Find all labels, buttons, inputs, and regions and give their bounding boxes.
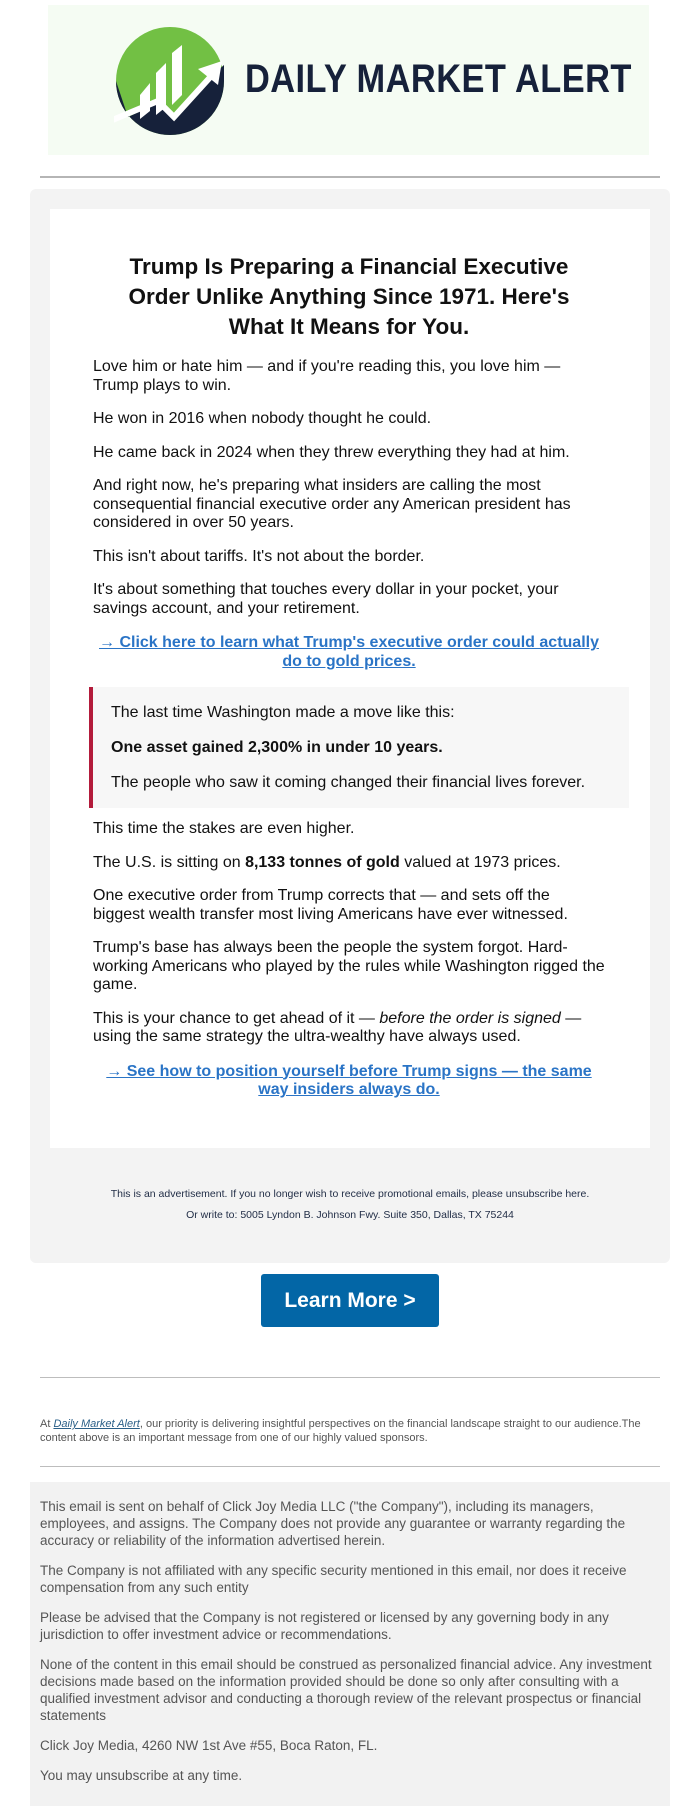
paragraph: This isn't about tariffs. It's not about the border. [93,547,425,565]
learn-more-button[interactable]: Learn More > [261,1274,439,1327]
paragraph: He won in 2016 when nobody thought he could. [93,410,432,427]
paragraph: Love him or hate him — and if you're reading this, you love him — Trump plays to win. [93,358,561,394]
daily-market-alert-link[interactable]: Daily Market Alert [53,1418,140,1430]
disclaimer-paragraph: The Company is not affiliated with any specific security mentioned in this email, nor does it receive compensation from any such entity [40,1563,627,1595]
quote-emphasis: One asset gained 2,300% in under 10 years. [111,739,443,756]
disclaimer-paragraph: Please be advised that the Company is not registered or licensed by any governing body in any jurisdiction to offer investment advice or recommendations. [40,1610,609,1642]
message-container [30,189,670,1263]
divider [40,1377,660,1378]
gold-prices-link[interactable]: → Click here to learn what Trump's executive order could actually do to gold prices. [99,634,599,670]
brand-name: DAILY MARKET ALERT [245,57,632,101]
disclaimer-paragraph: This email is sent on behalf of Click Joy Media LLC ("the Company"), including its managers, employees, and assigns. The Company does not provide any guarantee or warranty regarding the accuracy or reliability of the information advertised herein. [40,1499,626,1548]
paragraph [93,1010,605,1047]
paragraph: One executive order from Trump corrects that — and sets off the biggest wealth transfer most living Americans have ever witnessed. [93,887,568,923]
unsubscribe-notice[interactable]: This is an advertisement. If you no longer wish to receive promotional emails, please unsubscribe here. [110,1188,590,1200]
sponsor-note [40,1418,660,1445]
text: The U.S. is sitting on [93,853,246,871]
unsubscribe-note: You may unsubscribe at any time. [40,1768,243,1783]
position-yourself-link[interactable]: → See how to position yourself before Trump signs — the same way insiders always do. [106,1062,592,1098]
highlight-quote [89,687,629,808]
text: valued at 1973 prices. [399,853,561,871]
divider [40,176,660,178]
divider [40,1466,660,1467]
paragraph: It's about something that touches every dollar in your pocket, your savings account, and your retirement. [93,581,559,617]
text: , our priority is delivering insightful perspectives on the financial landscape straight to our audience.The content above is an important message from one of our highly valued sponsors. [40,1418,641,1444]
mailing-address: Or write to: 5005 Lyndon B. Johnson Fwy. Suite 350, Dallas, TX 75244 [186,1209,514,1221]
article-headline: Trump Is Preparing a Financial Executive Order Unlike Anything Since 1971. Here's What It Means for You. [128,254,570,339]
text: This is your chance to get ahead of it — [93,1009,380,1027]
quote-line: The people who saw it coming changed their financial lives forever. [111,774,586,791]
logo-banner [48,5,649,155]
text: — using the same strategy the ultra-wealthy have always used. [93,1009,582,1045]
paragraph: He came back in 2024 when they threw everything they had at him. [93,443,570,461]
paragraph: Trump's base has always been the people the system forgot. Hard-working Americans who played by the rules while Washington rigged the game. [93,939,605,993]
text: At [40,1418,54,1430]
ad-footer [30,1187,670,1223]
disclaimer-paragraph: None of the content in this email should be construed as personalized financial advice. Any investment decisions made based on the information provided should be done so only after consulting with a qualified investment advisor and conducting a thorough review of the relevant prospectus or financial statements [40,1657,652,1723]
article-card [50,209,650,1148]
logo-chart-icon [114,25,226,137]
gold-amount: 8,133 tonnes of gold [245,853,400,871]
legal-disclaimer [30,1482,670,1806]
emphasis: before the order is signed [379,1009,561,1027]
paragraph [93,854,605,873]
paragraph: And right now, he's preparing what insiders are calling the most consequential financial executive order any American president has considered in over 50 years. [93,477,571,531]
company-address: Click Joy Media, 4260 NW 1st Ave #55, Boca Raton, FL. [40,1738,378,1753]
paragraph: This time the stakes are even higher. [93,820,355,837]
quote-line: The last time Washington made a move like this: [111,704,455,721]
